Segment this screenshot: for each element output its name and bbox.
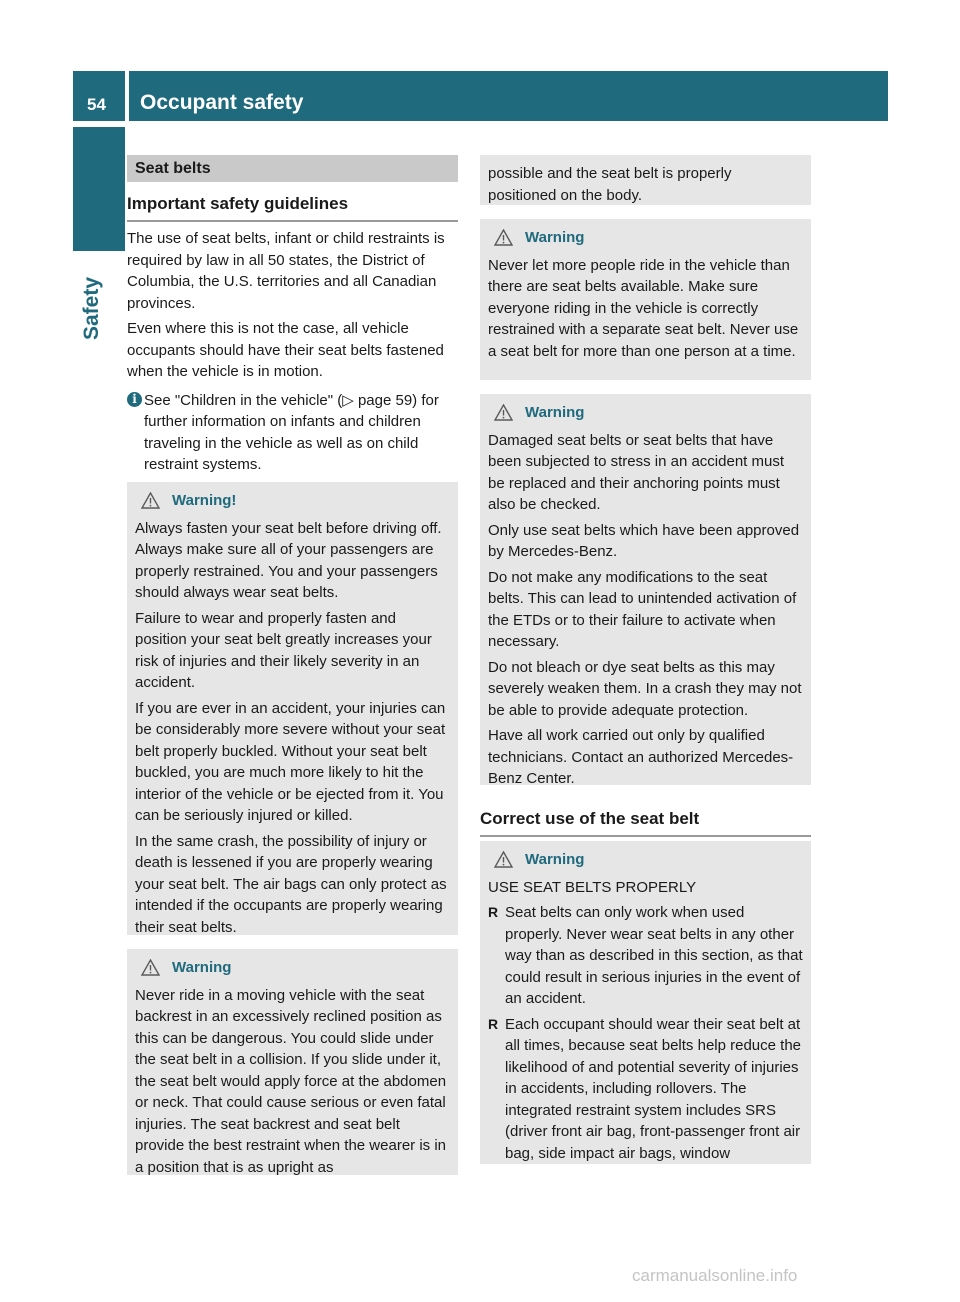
paragraph: Always fasten your seat belt before driving off. Always make sure all of your passengers are properly restrained. You and your passengers should always wear seat belts. xyxy=(135,519,442,601)
paragraph: Damaged seat belts or seat belts that have been subjected to stress in an accident must be replaced and their anchoring points must also be checked. xyxy=(488,431,785,513)
warning-box-recline xyxy=(127,949,458,1175)
paragraph: Failure to wear and properly fasten and position your seat belt greatly increases your risk of injuries and their likely severity in an accident. xyxy=(135,609,432,691)
warning-heading xyxy=(135,490,450,512)
paragraph: possible and the seat belt is properly positioned on the body. xyxy=(488,165,732,204)
paragraph: The use of seat belts, infant or child restraints is required by law in all 50 states, the District of Columbia, the U.S. territories and all Canadian provinces. xyxy=(127,230,445,312)
warning-triangle-icon xyxy=(494,851,513,868)
paragraph: Even where this is not the case, all vehicle occupants should have their seat belts fastened when the vehicle is in motion. xyxy=(127,320,444,380)
subheading-correct-use: Correct use of the seat belt xyxy=(480,809,811,837)
warning-box-capacity xyxy=(480,219,811,380)
paragraph: Do not make any modifications to the seat belts. This can lead to unintended activation of the ETDs or to their failure to activate when necessary. xyxy=(488,568,797,650)
warning-triangle-icon xyxy=(494,404,513,421)
paragraph: Only use seat belts which have been approved by Mercedes-Benz. xyxy=(488,521,800,560)
warning-title: Warning xyxy=(525,851,585,868)
paragraph: If you are ever in an accident, your injuries can be considerably more severe without your seat belt properly buckled. Without your seat belt buckled, you are much more likely to hit the interior of the vehicle or be ejected from it. You can be seriously injured or killed. xyxy=(135,699,446,824)
page-number-block xyxy=(73,71,125,121)
paragraph: In the same crash, the possibility of injury or death is lessened if you are properly wearing your seat belt. The air bags can only protect as intended if the occupants are properly wearing their seat belts. xyxy=(135,832,447,936)
paragraph: Never ride in a moving vehicle with the seat backrest in an excessively reclined position as this can be dangerous. You could slide under the seat belt in a collision. If you slide under it, the seat belt would apply force at the abdomen or neck. That could cause serious or even fatal injuries. The seat backrest and seat belt provide the best restraint when the wearer is in a position that is as upright as xyxy=(135,986,447,1176)
list-item: R Seat belts can only work when used properly. Never wear seat belts in any other way than as described in this section, as that could result in serious injuries in the event of an accident. xyxy=(488,902,803,1010)
warning-title: Warning! xyxy=(172,492,237,509)
warning-box-proper-use xyxy=(480,841,811,1164)
sidebar-tab xyxy=(73,127,125,251)
paragraph: Do not bleach or dye seat belts as this may severely weaken them. In a crash they may not be able to provide adequate protection. xyxy=(488,658,802,719)
warning-title: Warning xyxy=(172,959,232,976)
warning-triangle-icon xyxy=(141,492,160,509)
paragraph: Never let more people ride in the vehicle than there are seat belts available. Make sure everyone riding in the vehicle is correctly restrained with a separate seat belt. Never use a seat belt for more than one person at a time. xyxy=(488,256,799,360)
warning-box-damaged xyxy=(480,394,811,785)
warning-heading xyxy=(488,402,803,424)
info-note xyxy=(127,390,460,476)
warning-heading xyxy=(488,227,803,249)
warning-triangle-icon xyxy=(494,229,513,246)
paragraph: Have all work carried out only by qualified technicians. Contact an authorized Mercedes-Benz Center. xyxy=(488,727,794,787)
warning-title: Warning xyxy=(525,229,585,246)
info-icon: i xyxy=(127,392,142,407)
warning-intro: USE SEAT BELTS PROPERLY xyxy=(488,878,697,896)
warning-box-fasten xyxy=(127,482,458,935)
warning-heading xyxy=(135,957,450,979)
continued-box xyxy=(480,155,811,205)
subheading-important: Important safety guidelines xyxy=(127,194,458,222)
warning-triangle-icon xyxy=(141,959,160,976)
info-text: See "Children in the vehicle" (▷ page 59) for further information on infants and children traveling in the vehicle as well as on child restraint systems. xyxy=(144,391,439,473)
section-title: Seat belts xyxy=(127,155,458,182)
watermark: carmanualsonline.info xyxy=(632,1266,798,1285)
sidebar-label: Safety xyxy=(80,276,103,340)
page-title: Occupant safety xyxy=(140,91,304,114)
list-item: R Each occupant should wear their seat belt at all times, because seat belts help reduce the likelihood of and potential severity of injuries in accidents, including rollovers. The integrated restraint system includes SRS (driver front air bag, front-passenger front air bag, side impact air bags, window xyxy=(488,1014,803,1165)
page-number: 54 xyxy=(87,95,106,114)
page-header xyxy=(129,71,888,121)
warning-title: Warning xyxy=(525,404,585,421)
intro-text xyxy=(127,228,460,476)
warning-heading xyxy=(488,849,803,871)
